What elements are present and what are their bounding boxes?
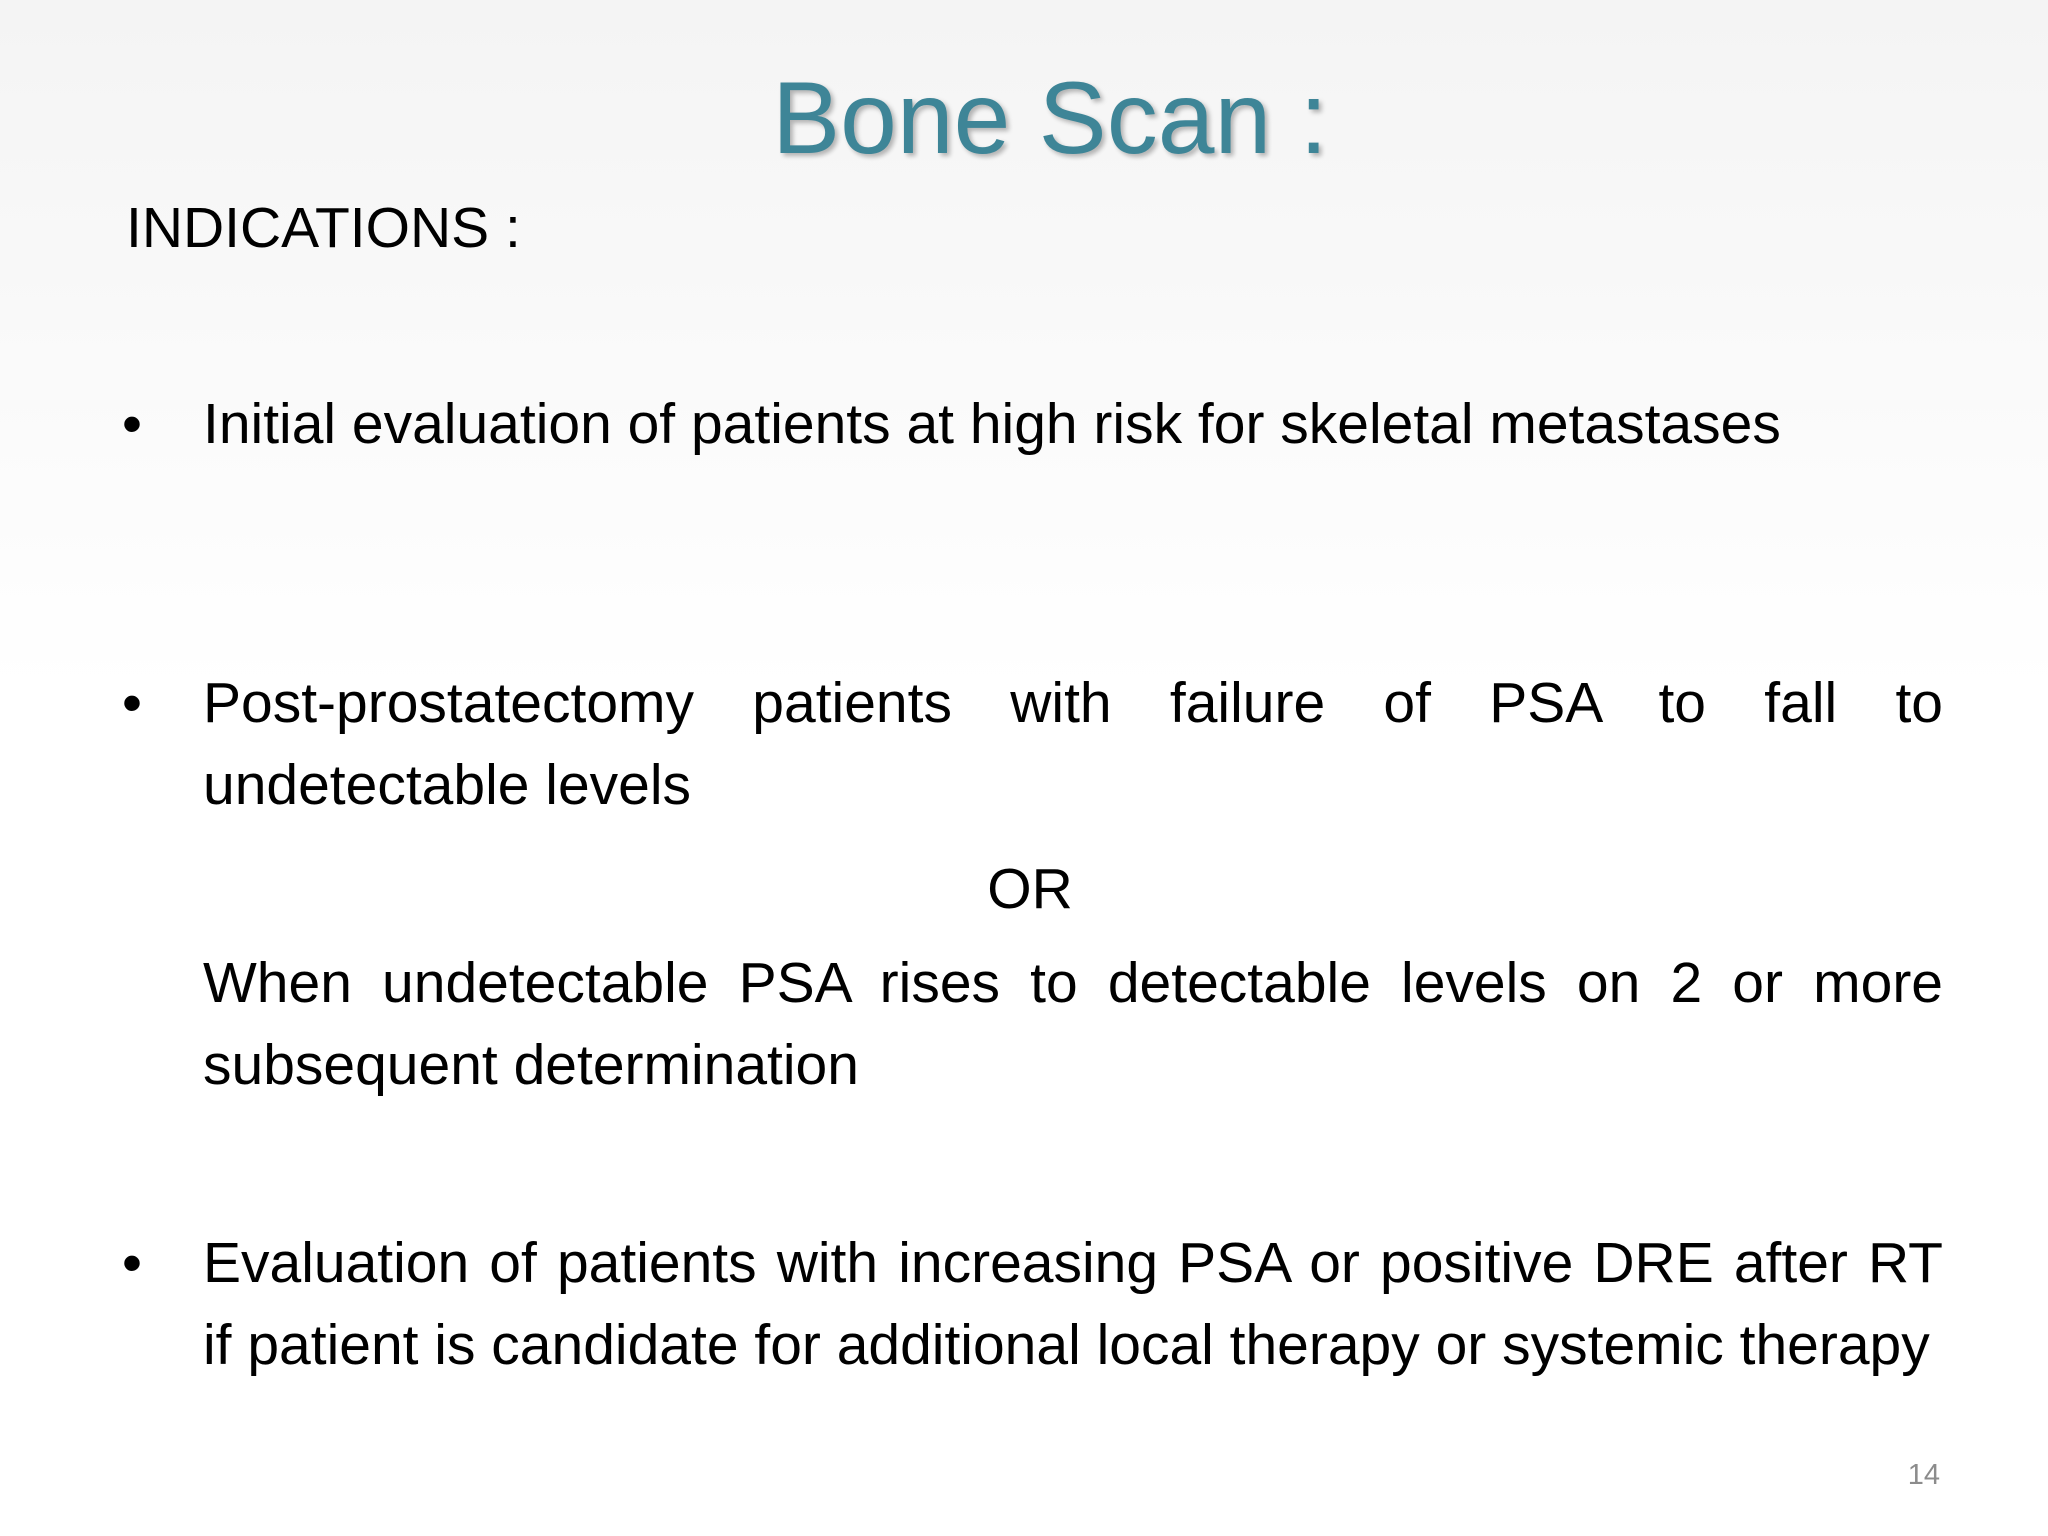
bullet-icon: • bbox=[122, 392, 142, 456]
bullet-item-increasing-psa: Evaluation of patients with increasing PSA or positive DRE after RT if patient is candidate for additional local therapy or systemic therapy bbox=[203, 1231, 1943, 1377]
slide-title: Bone Scan : bbox=[772, 61, 1328, 175]
or-separator: OR bbox=[987, 857, 1073, 921]
alternate-condition-text: When undetectable PSA rises to detectable levels on 2 or more subsequent determination bbox=[203, 951, 1943, 1097]
bullet-icon: • bbox=[122, 1231, 142, 1295]
page-number: 14 bbox=[1907, 1459, 1940, 1491]
indications-heading: INDICATIONS : bbox=[126, 196, 521, 260]
bullet-icon: • bbox=[122, 671, 142, 735]
bullet-item-post-prostatectomy: Post-prostatectomy patients with failure of PSA to fall to undetectable levels bbox=[203, 671, 1943, 817]
bullet-item-initial-evaluation: Initial evaluation of patients at high risk for skeletal metastases bbox=[203, 392, 1781, 456]
